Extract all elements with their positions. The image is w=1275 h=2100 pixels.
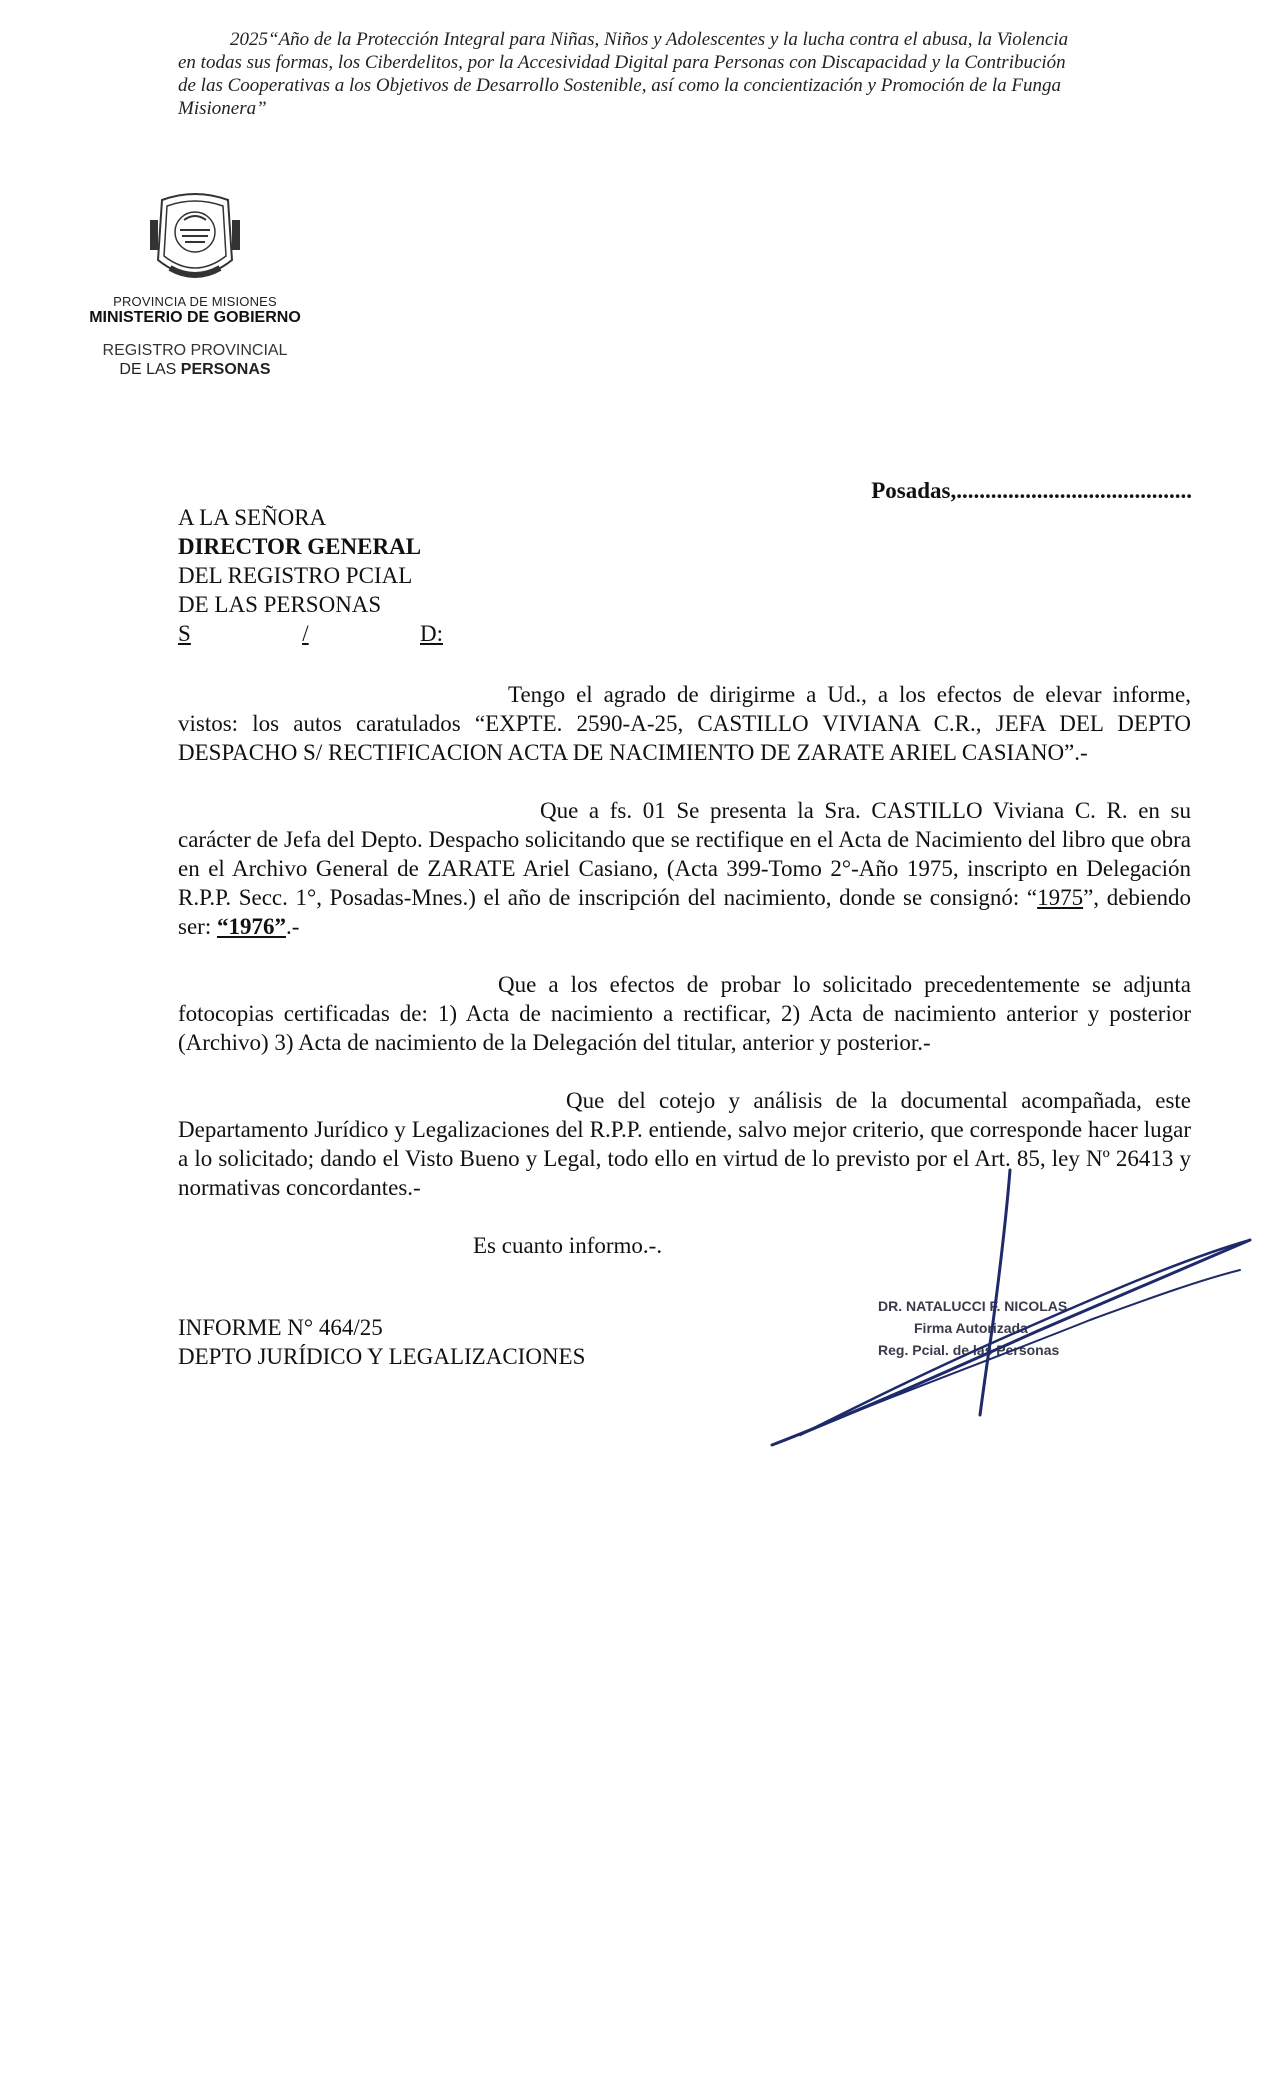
paragraph-intro: Tengo el agrado de dirigirme a Ud., a los efectos de elevar informe, vistos: los autos caratulados “EXPTE. 2590-A-25, CASTILLO VIVIANA C.R., JEFA DEL DEPTO DESPACHO S/ RECTIFICACION ACTA DE NACIMIENTO DE ZARATE ARIEL CASIANO”.- (178, 682, 1191, 765)
sd-s: S (178, 621, 191, 646)
paragraph-request (178, 796, 1191, 941)
addressee-line: DEL REGISTRO PCIAL (178, 563, 413, 588)
org-ministry: MINISTERIO DE GOBIERNO (89, 309, 301, 326)
org-province: PROVINCIA DE MISIONES (113, 294, 277, 309)
header-motto (178, 28, 1178, 120)
addressee-line: A LA SEÑORA (178, 505, 327, 530)
salutation-sd (178, 619, 443, 648)
paragraph-request-text: Que a fs. 01 Se presenta la Sra. CASTILLO Viviana C. R. en su carácter de Jefa del Depto. Despacho solicitando que se rectifique en el Acta de Nacimiento del libro que obra en el Archivo General de ZARATE Ariel Casiano, (Acta 399-Tomo 2°-Año 1975, inscripto en Delegación R.P.P. Secc. 1°, Posadas-Mnes.) el año de inscripción del nacimiento, donde se consignó: “ (178, 798, 1191, 910)
report-reference (178, 1313, 585, 1371)
stamp-office: Reg. Pcial. de las Personas (878, 1342, 1060, 1358)
stamp-name: DR. NATALUCCI F. NICOLAS (878, 1298, 1068, 1314)
motto-line: de las Cooperativas a los Objetivos de Desarrollo Sostenible, así como la concientización y Promoción de la Funga (178, 75, 1062, 96)
paragraph-request-mid: ”, debiendo ser: (178, 885, 1192, 939)
org-registry: REGISTRO PROVINCIAL (102, 342, 288, 359)
addressee-line: DE LAS PERSONAS (178, 592, 382, 617)
motto-line: 2025“Año de la Protección Integral para Niñas, Niños y Adolescentes y la lucha contra el abusa, la Violencia (230, 29, 1069, 50)
motto-line: en todas sus formas, los Ciberdelitos, por la Accesividad Digital para Personas con Discapacidad y la Contribución (178, 52, 1066, 73)
paragraph-evidence: Que a los efectos de probar lo solicitado precedentemente se adjunta fotocopias certificadas de: 1) Acta de nacimiento a rectificar, 2) Acta de nacimiento anterior y posterior (Archivo) 3) Acta de nacimiento de la Delegación del titular, anterior y posterior.- (178, 972, 1191, 1055)
report-department: DEPTO JURÍDICO Y LEGALIZACIONES (178, 1344, 586, 1369)
closing-line: Es cuanto informo.-. (473, 1233, 663, 1258)
wrong-year: 1975 (1037, 885, 1084, 910)
org-registry-sub-bold: PERSONAS (180, 361, 271, 378)
stamp-role: Firma Autorizada (914, 1320, 1028, 1336)
report-number: INFORME N° 464/25 (178, 1315, 383, 1340)
institution-logo (70, 190, 320, 379)
sd-slash: / (302, 621, 309, 646)
org-registry-sub-prefix: DE LAS (119, 361, 181, 378)
paragraph-conclusion: Que del cotejo y análisis de la documental acompañada, este Departamento Jurídico y Legalizaciones del R.P.P. entiende, salvo mejor criterio, que corresponde hacer lugar a lo solicitado; dando el Visto Bueno y Legal, todo ello en virtud de lo previsto por el Art. 85, ley Nº 26413 y normativas concordantes.- (178, 1088, 1191, 1200)
sd-d: D: (420, 621, 443, 646)
motto-line: Misionera” (178, 98, 267, 119)
handwritten-signature (760, 1160, 1260, 1450)
org-registry-sub (70, 361, 320, 379)
correct-year: “1976” (216, 914, 286, 939)
paragraph-request-end: .- (285, 914, 300, 939)
place-date: Posadas,......................................... (871, 478, 1192, 503)
addressee-block (178, 503, 443, 648)
provincial-seal-icon (140, 190, 250, 290)
addressee-title: DIRECTOR GENERAL (178, 534, 422, 559)
